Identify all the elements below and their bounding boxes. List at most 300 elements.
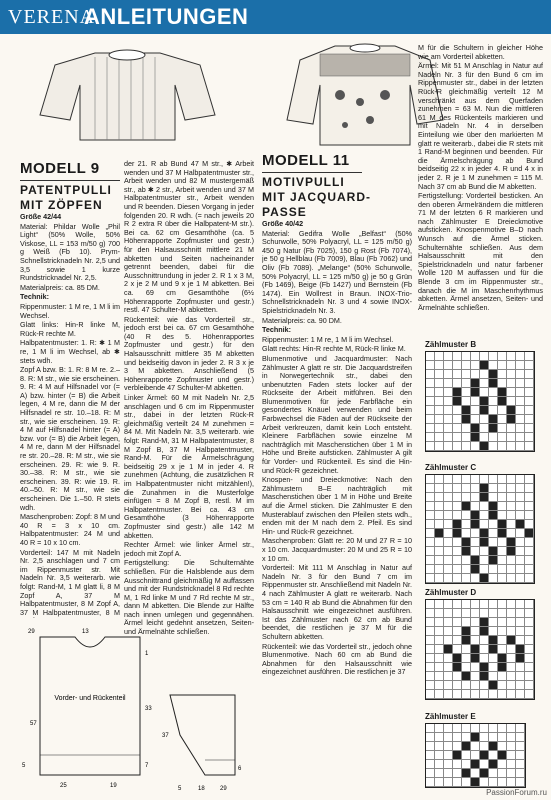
stitch-cell: [462, 475, 471, 484]
stitch-cell: [471, 415, 480, 424]
stitch-cell: [525, 547, 534, 556]
stitch-cell: [453, 751, 462, 760]
stitch-cell: [498, 493, 507, 502]
schema-dimension: 7: [145, 763, 149, 769]
stitch-cell: [453, 618, 462, 627]
stitch-cell: [525, 672, 534, 681]
stitch-cell: [489, 690, 498, 699]
schema-dimension: 37: [162, 733, 169, 739]
stitch-cell: [498, 778, 507, 787]
stitch-cell: [426, 760, 435, 769]
stitch-cell: [507, 769, 516, 778]
stitch-cell: [507, 388, 516, 397]
stitch-cell: [462, 778, 471, 787]
stitch-cell: [480, 511, 489, 520]
stitch-cell: [498, 760, 507, 769]
model9-paragraph: Material: Phildar Wolle „Phil Light“ (50% Wolle, 50% Viskose, LL = 153 m/50 g) 700 g Weiß (Fb 10). Prym-Schnellstricknadeln Nr. 2,5 und 3,5 sowie 1 kurze Rundstricknadel Nr. 2,5.: [20, 221, 120, 283]
chart-e-title: Zählmuster E: [425, 712, 476, 721]
model11-paragraph: Vorderteil: Mit 111 M Anschlag in Natur auf Nadeln Nr. 3 für den Bund 7 cm im Rippenmuster str. Anschließend mit Nadeln Nr. 4 nach Zählmuster A glatt re weiterarb. Nach 53 cm = 140 R ab Bund die Abnahmen für den Halsausschnitt wie eingezeichnet ausführen. Ist das Zählmuster nach 62 cm ab Bund beendet, die restlichen je 37 M für die Schultern abketten.: [262, 563, 412, 641]
stitch-cell: [498, 406, 507, 415]
stitch-cell: [462, 760, 471, 769]
stitch-cell: [489, 618, 498, 627]
stitch-cell: [435, 370, 444, 379]
stitch-cell: [435, 529, 444, 538]
stitch-cell: [471, 547, 480, 556]
stitch-cell: [471, 433, 480, 442]
stitch-cell: [462, 370, 471, 379]
stitch-cell: [507, 379, 516, 388]
stitch-cell: [525, 574, 534, 583]
stitch-cell: [507, 760, 516, 769]
model11-title: MODELL 11: [262, 152, 350, 169]
stitch-cell: [498, 724, 507, 733]
stitch-cell: [444, 415, 453, 424]
pattern-schema: [20, 625, 245, 797]
model11-paragraph: Fertigstellung: Vorderteil besticken. An den oberen Ärmelrändern die mittleren 71 M der letzten 6 R markieren und nach Zählmuster E Dreieckmotive aufsticken. Knospenmotive B–D nach Wunsch auf die Ärmel sticken. Schulternähte schließen. Aus dem Halsausschnitt mit den Spielstricknadeln und natur farbener Wolle 120 M auffassen und für die Blende 3 cm im Rippenmuster str., danach die M im Maschenrhythmus abketten. Ärmel ansetzen, Seiten- und Ärmelnähte schließen.: [418, 191, 543, 312]
schema-dimension: 5: [178, 786, 182, 792]
stitch-cell: [498, 520, 507, 529]
stitch-cell: [480, 397, 489, 406]
stitch-cell: [498, 442, 507, 451]
stitch-cell: [489, 529, 498, 538]
stitch-cell: [516, 681, 525, 690]
stitch-cell: [435, 433, 444, 442]
stitch-cell: [480, 760, 489, 769]
stitch-cell: [444, 529, 453, 538]
stitch-cell: [462, 520, 471, 529]
stitch-cell: [462, 529, 471, 538]
stitch-cell: [426, 370, 435, 379]
stitch-cell: [453, 433, 462, 442]
stitch-cell: [426, 493, 435, 502]
stitch-cell: [471, 636, 480, 645]
stitch-cell: [444, 654, 453, 663]
schema-dimension: 18: [198, 786, 205, 792]
stitch-cell: [426, 690, 435, 699]
stitch-cell: [507, 547, 516, 556]
schema-dimension: 33: [145, 706, 152, 712]
schema-dimension: 1: [145, 651, 149, 657]
stitch-cell: [471, 672, 480, 681]
stitch-cell: [453, 493, 462, 502]
model11-paragraph: Maschenproben: Glatt re: 20 M und 27 R = 10 x 10 cm. Jacquardmuster: 20 M und 25 R = 10 x 10 cm.: [262, 536, 412, 563]
stitch-cell: [453, 520, 462, 529]
stitch-cell: [426, 609, 435, 618]
stitch-cell: [480, 778, 489, 787]
stitch-cell: [489, 424, 498, 433]
stitch-cell: [426, 627, 435, 636]
stitch-cell: [507, 690, 516, 699]
model9-paragraph: Zopf A bzw. B: 1. R: 8 M re. 2.–8. R: M str., wie sie erscheinen. 9. R: 4 M auf Hilfsnadel vor (= A) bzw. hinter (= B) die Arbeit legen, 4 M re, dann die M der Hilfsnadel re str. 10.–18. R: M str., wie sie erscheinen. 19. R: 4 M auf Hilfsnadel hinter (= A) bzw. vor (= B) die Arbeit legen, 4 M re, dann M der Hilfsnadel re str. 20.–28. R: M str., wie sie erscheinen. 29. R: wie 9. R. 30.–38. R: M str., wie sie erscheinen. 39. R: wie 19. R. 40.–50. R: M str., wie sie erscheinen. Die 1.–50. R stets wdh.: [20, 365, 120, 512]
stitch-cell: [498, 565, 507, 574]
stitch-cell: [525, 361, 534, 370]
stitch-cell: [426, 663, 435, 672]
stitch-cell: [516, 442, 525, 451]
stitch-cell: [489, 352, 498, 361]
stitch-cell: [489, 511, 498, 520]
stitch-cell: [471, 352, 480, 361]
stitch-cell: [435, 636, 444, 645]
stitch-cell: [507, 618, 516, 627]
stitch-cell: [480, 574, 489, 583]
stitch-cell: [426, 565, 435, 574]
stitch-cell: [507, 433, 516, 442]
stitch-cell: [480, 529, 489, 538]
stitch-cell: [453, 370, 462, 379]
stitch-cell: [489, 547, 498, 556]
stitch-cell: [507, 370, 516, 379]
stitch-cell: [435, 627, 444, 636]
stitch-cell: [426, 724, 435, 733]
stitch-cell: [462, 742, 471, 751]
stitch-cell: [462, 751, 471, 760]
stitch-cell: [453, 663, 462, 672]
stitch-cell: [516, 627, 525, 636]
stitch-cell: [435, 681, 444, 690]
stitch-cell: [489, 600, 498, 609]
stitch-cell: [462, 511, 471, 520]
stitch-cell: [489, 388, 498, 397]
model11-column-1: [262, 152, 412, 792]
schema-dimension: 5: [22, 763, 26, 769]
stitch-cell: [525, 493, 534, 502]
stitch-cell: [453, 574, 462, 583]
stitch-cell: [507, 538, 516, 547]
stitch-cell: [498, 609, 507, 618]
stitch-cell: [498, 424, 507, 433]
stitch-cell: [480, 352, 489, 361]
model9-paragraph: Rückenteil: wie das Vorderteil str., jedoch erst bei ca. 67 cm Gesamthöhe (40 R des 5. Höhenrapportes Zopfmuster und gestr.) für den Halsausschnitt mittlere 35 M abketten und beidseitig davon in jeder 2. R 3 x je 3 M abketten. Anschließend (5 Höhenrapporte Zopfmuster und gestr.) verbleibende 47 Schulter-M abketten.: [124, 314, 254, 393]
stitch-cell: [489, 733, 498, 742]
stitch-cell: [435, 484, 444, 493]
stitch-cell: [462, 654, 471, 663]
stitch-cell: [426, 547, 435, 556]
stitch-cell: [525, 433, 534, 442]
stitch-cell: [516, 751, 525, 760]
stitch-cell: [498, 600, 507, 609]
stitch-cell: [516, 733, 525, 742]
stitch-cell: [480, 475, 489, 484]
stitch-cell: [471, 520, 480, 529]
stitch-cell: [471, 724, 480, 733]
stitch-cell: [516, 493, 525, 502]
stitch-cell: [444, 627, 453, 636]
stitch-cell: [516, 556, 525, 565]
model9-paragraph: Linker Ärmel: 60 M mit Nadeln Nr. 2,5 anschlagen und 6 cm im Rippenmuster str., dabei in der letzten Rück-R gleichmäßig verteilt 24 M zunehmen = 84 M. Mit Nadeln Nr. 3,5 weiterarb. wie folgt: Rand-M, 31 M Halbpatentmuster, 8 M Zopf B, 37 M Halbpatentmuster, Rand-M. Für die Ärmelschrägung beidseitig 29 x je 1 M in jeder 4. R zunehmen (Achtung, die zusätzlichen R im Halbpatentmuster nicht mitzählen!), die Zunahmen in die Musterfolge einfügen = 8 M Zopf B, restl. M im Halbpatentmuster. Bei ca. 43 cm Gesamthöhe (3 Höhenrapporte Zopfmuster sind gestr.) alle 142 M abketten.: [124, 393, 254, 540]
stitch-cell: [480, 424, 489, 433]
stitch-cell: [471, 751, 480, 760]
stitch-cell: [498, 397, 507, 406]
schema-dimension: 13: [82, 629, 89, 635]
stitch-cell: [426, 511, 435, 520]
stitch-cell: [471, 370, 480, 379]
stitch-cell: [462, 484, 471, 493]
stitch-cell: [444, 442, 453, 451]
stitch-cell: [498, 742, 507, 751]
stitch-cell: [498, 379, 507, 388]
stitch-cell: [516, 600, 525, 609]
stitch-cell: [471, 618, 480, 627]
schema-dimension: 29: [220, 786, 227, 792]
stitch-cell: [444, 565, 453, 574]
model11-paragraph: Material: Gedifra Wolle „Belfast“ (50% Schurwolle, 50% Polyacryl, LL = 125 m/50 g) 450 g Natur (Fb 7025), 150 g Rost (Fb 7074), je 50 g Hellblau (Fb 7009), Blau (Fb 7062) und Oliv (Fb 7089). „Melange“ (50% Schurwolle, 50% Polyacryl, LL = 125 m/50 g) je 50 g Grün (Fb 1469), Beige (Fb 1427) und Bernstein (Fb 1474). Ein Wollrest in Braun. INOX-Trio-Schnellstricknadeln Nr. 3 und 4 sowie INOX-Spielstricknadeln Nr. 3.: [262, 228, 412, 315]
stitch-cell: [444, 388, 453, 397]
stitch-cell: [435, 547, 444, 556]
stitch-cell: [435, 397, 444, 406]
stitch-cell: [444, 520, 453, 529]
stitch-cell: [462, 645, 471, 654]
stitch-cell: [525, 397, 534, 406]
stitch-cell: [426, 379, 435, 388]
stitch-cell: [426, 442, 435, 451]
stitch-cell: [444, 379, 453, 388]
stitch-cell: [462, 442, 471, 451]
stitch-cell: [507, 627, 516, 636]
stitch-cell: [435, 769, 444, 778]
stitch-cell: [516, 609, 525, 618]
model11-paragraph: Rückenteil: wie das Vorderteil str., jedoch ohne Blumenmotive. Nach 60 cm ab Bund die Abnahmen für den Halsausschnitt wie eingezeichnet ausführen. Die restlichen je 37: [262, 641, 412, 677]
stitch-cell: [426, 352, 435, 361]
model11-paragraph: Ärmel: Mit 51 M Anschlag in Natur auf Nadeln Nr. 3 für den Bund 6 cm im Rippenmuster str., dabei in der letzten Rück-R gleichmäßig verteilt 12 M verschränkt aus dem Querfaden zunehmen = 63 M. Nun die mittleren 61 M des Rückenteils markieren und mit Nadeln Nr. 4 in derselben Einteilung wie über den markierten M glatt re weiterarb., dabei die R stets mit 1 Rand-M beginnen und beenden. Für die Ärmelschrägung ab Bund beidseitig 22 x in jeder 4. R und 4 x in jeder 2. R je 1 M zunehmen = 115 M. Nach 37 cm ab Bund die M abketten.: [418, 61, 543, 191]
stitch-cell: [507, 654, 516, 663]
stitch-cell: [426, 742, 435, 751]
stitch-cell: [462, 636, 471, 645]
stitch-cell: [462, 724, 471, 733]
model9-paragraph: Rechter Ärmel: wie linker Ärmel str., jedoch mit Zopf A.: [124, 540, 254, 558]
stitch-cell: [507, 529, 516, 538]
stitch-cell: [525, 600, 534, 609]
stitch-cell: [462, 672, 471, 681]
stitch-cell: [462, 733, 471, 742]
stitch-cell: [480, 556, 489, 565]
stitch-cell: [471, 645, 480, 654]
stitch-cell: [480, 663, 489, 672]
stitch-cell: [435, 654, 444, 663]
stitch-cell: [507, 361, 516, 370]
stitch-cell: [480, 442, 489, 451]
model9-paragraph: Halbpatentmuster: 1. R: ✱ 1 M re, 1 M li im Wechsel, ab ✱ stets wdh.: [20, 338, 120, 365]
chart-e-grid: [425, 723, 526, 788]
stitch-cell: [507, 565, 516, 574]
stitch-cell: [516, 361, 525, 370]
stitch-cell: [480, 769, 489, 778]
stitch-cell: [444, 538, 453, 547]
stitch-cell: [453, 415, 462, 424]
model9-title: MODELL 9: [20, 160, 100, 177]
stitch-cell: [525, 415, 534, 424]
stitch-cell: [471, 742, 480, 751]
stitch-cell: [471, 663, 480, 672]
stitch-cell: [480, 370, 489, 379]
stitch-cell: [435, 600, 444, 609]
stitch-cell: [516, 547, 525, 556]
stitch-cell: [507, 681, 516, 690]
stitch-cell: [453, 742, 462, 751]
stitch-cell: [489, 760, 498, 769]
stitch-cell: [489, 493, 498, 502]
stitch-cell: [435, 645, 444, 654]
stitch-cell: [507, 672, 516, 681]
stitch-cell: [462, 538, 471, 547]
model9-paragraph: Vorderteil: 147 M mit Nadeln Nr. 2,5 anschlagen und 7 cm im Rippenmuster str. Mit Nadeln Nr. 3,5 weiterarb. wie folgt: Rand-M, 1 M glatt li, 8 M Zopf A, 37 M Halbpatentmuster, 8 M Zopf A, 37 M Halbpatentmuster, 8 M: [20, 547, 120, 617]
stitch-cell: [489, 484, 498, 493]
stitch-cell: [498, 681, 507, 690]
stitch-cell: [426, 520, 435, 529]
stitch-cell: [471, 511, 480, 520]
stitch-cell: [525, 690, 534, 699]
stitch-cell: [516, 352, 525, 361]
stitch-cell: [471, 529, 480, 538]
stitch-cell: [480, 742, 489, 751]
stitch-cell: [444, 760, 453, 769]
stitch-cell: [489, 565, 498, 574]
stitch-cell: [435, 690, 444, 699]
model11-paragraph: Rippenmuster: 1 M re, 1 M li im Wechsel.: [262, 334, 394, 344]
stitch-cell: [444, 690, 453, 699]
stitch-cell: [453, 406, 462, 415]
stitch-cell: [489, 663, 498, 672]
stitch-cell: [480, 733, 489, 742]
stitch-cell: [462, 361, 471, 370]
stitch-cell: [471, 406, 480, 415]
stitch-cell: [489, 433, 498, 442]
stitch-cell: [480, 406, 489, 415]
stitch-cell: [498, 663, 507, 672]
stitch-cell: [480, 627, 489, 636]
stitch-cell: [525, 654, 534, 663]
stitch-cell: [444, 475, 453, 484]
chart-b-grid: [425, 351, 535, 452]
stitch-cell: [435, 415, 444, 424]
stitch-cell: [516, 574, 525, 583]
stitch-cell: [525, 556, 534, 565]
stitch-cell: [480, 645, 489, 654]
stitch-cell: [525, 529, 534, 538]
stitch-cell: [498, 511, 507, 520]
stitch-cell: [453, 600, 462, 609]
stitch-cell: [444, 778, 453, 787]
model11-name-line3: PASSE: [262, 205, 307, 219]
stitch-cell: [516, 654, 525, 663]
stitch-cell: [453, 538, 462, 547]
stitch-cell: [525, 352, 534, 361]
model9-paragraph: Fertigstellung: Die Schulternähte schließen. Für die Halsblende aus dem Ausschnittrand gleichmäßig M auffassen und mit der Rundstricknadel 8 Rd rechte M, 1 Rd linke M und 7 Rd rechte M str., dann M abketten. Die Blende zur Hälfte nach innen umlegen und gegennähen. Ärmel leicht gedehnt ansetzen, Seiten- und Ärmelnähte schließen.: [124, 558, 254, 637]
stitch-cell: [471, 538, 480, 547]
stitch-cell: [480, 484, 489, 493]
stitch-cell: [516, 769, 525, 778]
stitch-cell: [426, 388, 435, 397]
stitch-cell: [444, 352, 453, 361]
stitch-cell: [516, 645, 525, 654]
model11-paragraph: Technik:: [262, 325, 292, 335]
stitch-cell: [525, 475, 534, 484]
stitch-cell: [471, 565, 480, 574]
stitch-cell: [516, 538, 525, 547]
model9-name-line1: PATENTPULLI: [20, 183, 112, 197]
stitch-cell: [516, 618, 525, 627]
stitch-cell: [426, 415, 435, 424]
stitch-cell: [498, 751, 507, 760]
model11-column-2: [418, 44, 543, 334]
stitch-cell: [435, 520, 444, 529]
stitch-cell: [453, 672, 462, 681]
stitch-cell: [453, 529, 462, 538]
stitch-cell: [516, 424, 525, 433]
stitch-cell: [453, 502, 462, 511]
stitch-cell: [444, 406, 453, 415]
stitch-cell: [444, 547, 453, 556]
stitch-cell: [462, 433, 471, 442]
stitch-cell: [471, 493, 480, 502]
stitch-cell: [444, 733, 453, 742]
stitch-cell: [453, 379, 462, 388]
stitch-cell: [462, 556, 471, 565]
stitch-cell: [516, 672, 525, 681]
stitch-cell: [453, 442, 462, 451]
stitch-cell: [462, 627, 471, 636]
stitch-cell: [498, 690, 507, 699]
stitch-cell: [507, 511, 516, 520]
stitch-cell: [507, 636, 516, 645]
stitch-cell: [489, 370, 498, 379]
stitch-cell: [453, 352, 462, 361]
stitch-cell: [444, 433, 453, 442]
chart-c-title: Zählmuster C: [425, 463, 477, 472]
stitch-cell: [444, 618, 453, 627]
stitch-cell: [480, 600, 489, 609]
stitch-cell: [426, 645, 435, 654]
stitch-cell: [471, 502, 480, 511]
chart-b: [425, 340, 535, 452]
schema-dimension: 19: [110, 783, 117, 789]
stitch-cell: [435, 733, 444, 742]
stitch-cell: [453, 760, 462, 769]
stitch-cell: [525, 538, 534, 547]
stitch-cell: [435, 760, 444, 769]
stitch-cell: [489, 415, 498, 424]
stitch-cell: [525, 618, 534, 627]
stitch-cell: [435, 556, 444, 565]
stitch-cell: [426, 654, 435, 663]
stitch-cell: [462, 690, 471, 699]
stitch-cell: [489, 574, 498, 583]
stitch-cell: [435, 502, 444, 511]
stitch-cell: [471, 442, 480, 451]
stitch-cell: [489, 520, 498, 529]
stitch-cell: [507, 645, 516, 654]
stitch-cell: [435, 609, 444, 618]
stitch-cell: [516, 636, 525, 645]
chart-b-title: Zählmuster B: [425, 340, 477, 349]
stitch-cell: [426, 433, 435, 442]
stitch-cell: [489, 406, 498, 415]
stitch-cell: [471, 388, 480, 397]
stitch-cell: [471, 556, 480, 565]
stitch-cell: [471, 681, 480, 690]
stitch-cell: [507, 475, 516, 484]
stitch-cell: [516, 690, 525, 699]
stitch-cell: [462, 379, 471, 388]
stitch-cell: [453, 547, 462, 556]
stitch-cell: [471, 733, 480, 742]
watermark: PassionForum.ru: [486, 788, 547, 797]
model11-paragraph: Glatt rechts: Hin-R rechte M, Rück-R linke M.: [262, 344, 406, 354]
stitch-cell: [471, 778, 480, 787]
stitch-cell: [471, 760, 480, 769]
title-divider: [262, 172, 362, 173]
chart-c: [425, 463, 535, 584]
stitch-cell: [453, 475, 462, 484]
